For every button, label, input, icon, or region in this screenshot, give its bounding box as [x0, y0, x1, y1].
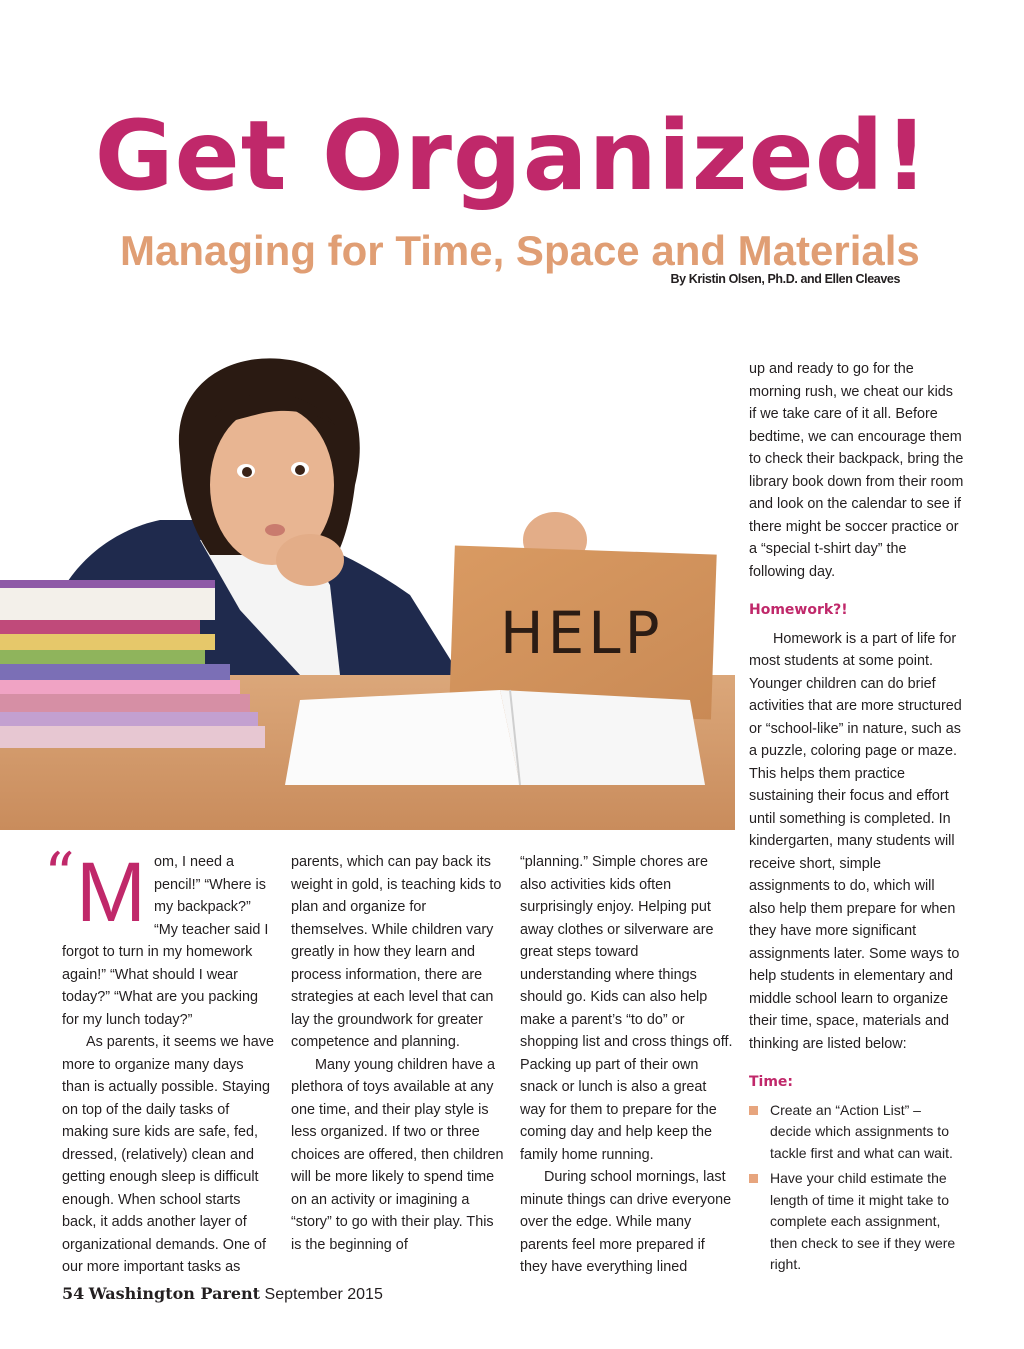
article-paragraph: up and ready to go for the morning rush, we cheat our kids if we take care of it all. Before bedtime, we can encourage them to check their backpack, bring the library book down from their room and look on the calendar to see if there might be soccer practice or a “special t-shirt day” the following day. [749, 361, 964, 580]
article-column-1 [44, 840, 274, 1279]
page-number: 54 [62, 1284, 85, 1303]
article-paragraph: om, I need a pencil!” “Where is my backpack?” “My teacher said I forgot to turn in my homework again!” “What should I wear today?” “What are you packing for my lunch today?” [62, 854, 269, 1028]
issue-date: September 2015 [264, 1286, 383, 1303]
article-subtitle: Managing for Time, Space and Materials [120, 227, 920, 274]
publication-name: Washington Parent [88, 1284, 261, 1303]
byline: By Kristin Olsen, Ph.D. and Ellen Cleaves [670, 272, 900, 286]
article-paragraph: Many young children have a plethora of toys available at any one time, and their play style is less organized. If two or three choices are offered, then children will be more likely to spend time on an activity or imagining a “story” to go with their play. This is the beginning of [291, 1056, 504, 1253]
article-column-2 [291, 851, 504, 1256]
bullet-item [749, 1100, 964, 1165]
article-column-4 [749, 358, 964, 1276]
bullet-item [749, 1168, 964, 1276]
article-paragraph: Homework is a part of life for most students at some point. Younger children can do brief activities that are more structured or “school-like” in nature, such as a puzzle, coloring page or maze. This helps them practice sustaining their focus and effort until something is completed. In kindergarten, many students will receive short, simple assignments to do, which will also help them prepare for when they have more significant assignments later. Some ways to help students in elementary and middle school learn to organize their time, space, materials and thinking are listed below: [749, 630, 962, 1052]
bullet-text: Create an “Action List” – decide which assignments to tackle first and what can wait. [770, 1101, 953, 1161]
page-footer [62, 1284, 383, 1304]
time-subheading: Time: [749, 1074, 794, 1090]
bullet-square-icon [749, 1174, 758, 1183]
help-sign-text: HELP [500, 599, 664, 667]
homework-subheading: Homework?! [749, 602, 848, 618]
article-photo [0, 345, 735, 830]
open-quote-mark: “ [44, 840, 75, 910]
article-column-3 [520, 851, 733, 1279]
article-paragraph: As parents, it seems we have more to organize many days than is actually possible. Staying on top of the daily tasks of making sure kids are safe, fed, dressed, (relatively) clean and getting enough sleep is difficult enough. When school starts back, it adds another layer of organizational demands. One of our more important tasks as [62, 1034, 274, 1275]
article-paragraph: “planning.” Simple chores are also activities kids often surprisingly enjoy. Helping put away clothes or silverware are great steps toward understanding where things should go. Kids can also help make a parent’s “to do” or shopping list and cross things off. Packing up part of their own snack or lunch is also a great way for them to prepare for the coming day and help keep the family home running. [520, 854, 733, 1163]
bullet-text: Have your child estimate the length of time it might take to complete each assignment, then check to see if they were right. [770, 1170, 956, 1272]
bullet-square-icon [749, 1106, 758, 1115]
article-paragraph: During school mornings, last minute things can drive everyone over the edge. While many parents feel more prepared if they have everything lined [520, 1169, 732, 1275]
drop-cap: M [76, 845, 146, 939]
article-title: Get Organized! [94, 100, 930, 212]
article-paragraph: parents, which can pay back its weight in gold, is teaching kids to plan and organize for themselves. While children vary greatly in how they learn and process information, there are strategies at each level that can lay the groundwork for greater competence and planning. [291, 854, 502, 1050]
